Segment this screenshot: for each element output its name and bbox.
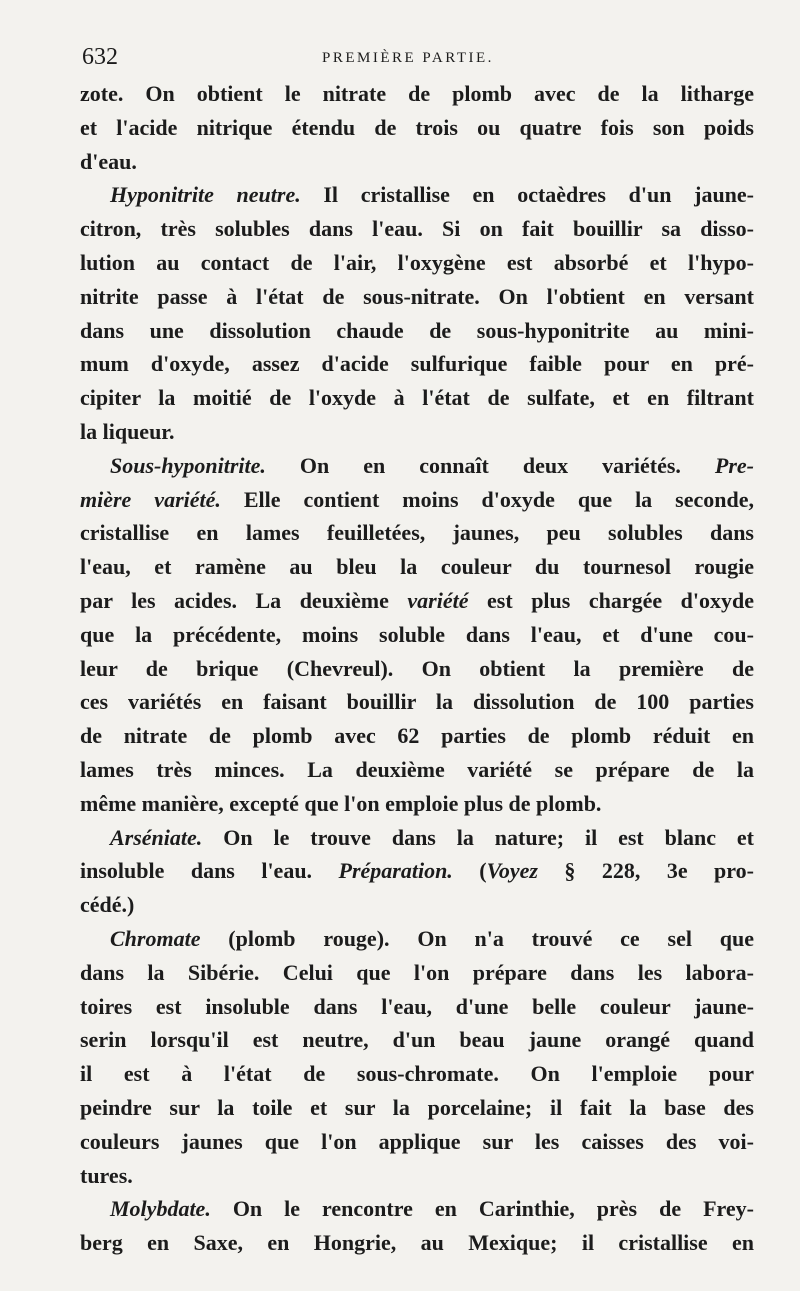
- text-line: toires est insoluble dans l'eau, d'une belle couleur jaune-: [80, 993, 754, 1019]
- entry-term: Arséniate.: [110, 824, 203, 850]
- text-line: de nitrate de plomb avec 62 parties de plomb réduit en: [80, 723, 754, 749]
- text-line: cédé.): [80, 892, 135, 918]
- text-line: peindre sur la toile et sur la porcelaine; il fait la base des: [80, 1094, 754, 1120]
- text-line: par les acides. La deuxième variété est plus chargée d'oxyde: [80, 587, 754, 613]
- entry-term: Molybdate.: [110, 1196, 211, 1222]
- text-line: que la précédente, moins soluble dans l'eau, et d'une cou-: [80, 621, 754, 647]
- text-line: Hyponitrite neutre. Il cristallise en octaèdres d'un jaune-: [110, 182, 754, 208]
- text-line: Arséniate. On le trouve dans la nature; il est blanc et: [110, 824, 754, 850]
- text-line: cipiter la moitié de l'oxyde à l'état de sulfate, et en filtrant: [80, 385, 754, 411]
- text-line: leur de brique (Chevreul). On obtient la première de: [80, 655, 754, 681]
- entry-term: Hyponitrite neutre.: [110, 182, 301, 208]
- text-line: Sous-hyponitrite. On en connaît deux variétés. Pre-: [110, 452, 754, 478]
- running-title: PREMIÈRE PARTIE.: [322, 50, 494, 66]
- text-line: lution au contact de l'air, l'oxygène est absorbé et l'hypo-: [80, 249, 754, 275]
- text-line: et l'acide nitrique étendu de trois ou quatre fois son poids: [80, 114, 754, 140]
- text-line: zote. On obtient le nitrate de plomb avec de la litharge: [80, 81, 754, 106]
- text-line: berg en Saxe, en Hongrie, au Mexique; il cristallise en: [80, 1230, 754, 1256]
- page-number: 632: [82, 44, 118, 70]
- text-line: lames très minces. La deuxième variété se prépare de la: [80, 756, 754, 782]
- text-line: nitrite passe à l'état de sous-nitrate. On l'obtient en versant: [80, 283, 754, 309]
- text-line: il est à l'état de sous-chromate. On l'emploie pour: [80, 1061, 754, 1087]
- entry-term: Chromate: [110, 925, 201, 951]
- text-line: tures.: [80, 1162, 133, 1188]
- text-line: d'eau.: [80, 148, 137, 174]
- text-line: dans la Sibérie. Celui que l'on prépare dans les labora-: [80, 959, 754, 985]
- entry-term: Sous-hyponitrite.: [110, 452, 266, 478]
- text-line: mum d'oxyde, assez d'acide sulfurique faible pour en pré-: [80, 351, 754, 377]
- text-line: Chromate (plomb rouge). On n'a trouvé ce sel que: [110, 925, 754, 951]
- text-line: mière variété. Elle contient moins d'oxyde que la seconde,: [80, 486, 754, 512]
- text-line: ces variétés en faisant bouillir la dissolution de 100 parties: [80, 689, 754, 715]
- text-line: dans une dissolution chaude de sous-hyponitrite au mini-: [80, 317, 754, 343]
- body-text: [80, 77, 754, 1260]
- text-line: Molybdate. On le rencontre en Carinthie, près de Frey-: [110, 1196, 754, 1222]
- text-line: même manière, excepté que l'on emploie plus de plomb.: [80, 790, 602, 816]
- text-line: insoluble dans l'eau. Préparation. (Voyez § 228, 3e pro-: [80, 858, 754, 884]
- text-line: cristallise en lames feuilletées, jaunes, peu solubles dans: [80, 520, 754, 546]
- text-line: la liqueur.: [80, 418, 175, 444]
- text-line: citron, très solubles dans l'eau. Si on fait bouillir sa disso-: [80, 216, 754, 242]
- text-line: l'eau, et ramène au bleu la couleur du tournesol rougie: [80, 554, 754, 580]
- text-line: serin lorsqu'il est neutre, d'un beau jaune orangé quand: [80, 1027, 754, 1053]
- text-line: couleurs jaunes que l'on applique sur les caisses des voi-: [80, 1128, 754, 1154]
- page-header: [82, 44, 762, 76]
